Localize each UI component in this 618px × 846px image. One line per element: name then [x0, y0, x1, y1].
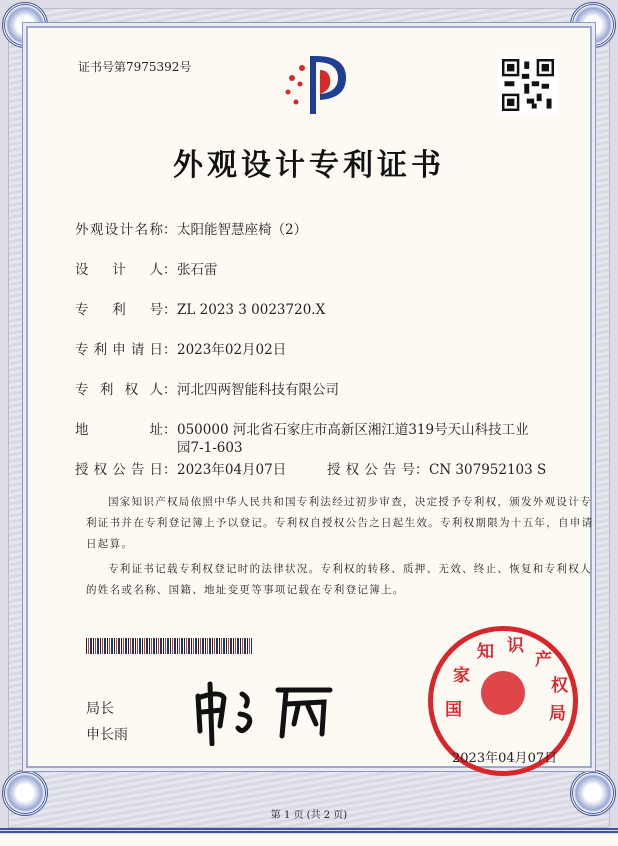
- field-label: 专利申请日: [75, 342, 163, 358]
- field-label: 设计人: [75, 262, 163, 278]
- field-value-cont: 园7-1-603: [177, 440, 243, 456]
- signature-icon: [190, 676, 340, 746]
- field-label: 授权公告号: [327, 462, 415, 478]
- field-label: 外观设计名称: [75, 222, 163, 238]
- signer-title: 局长: [86, 701, 114, 717]
- field-label: 专利号: [75, 302, 163, 318]
- seal-character: 识: [507, 636, 524, 656]
- certificate-title: 外观设计专利证书: [173, 148, 445, 183]
- seal-character: 家: [453, 666, 470, 686]
- field-label: 地址: [75, 422, 163, 438]
- field-patentee: 专利权人 ： 河北四两智能科技有限公司: [75, 382, 339, 398]
- field-value: 张石雷: [177, 262, 218, 278]
- field-address: 地址 ： 050000 河北省石家庄市高新区湘江道319号天山科技工业 园7-1-603: [75, 421, 587, 457]
- statement-paragraph: 专利证书记载专利权登记时的法律状况。专利权的转移、质押、无效、终止、恢复和专利权人的姓名或名称、国籍、地址变更等事项记载在专利登记簿上。: [86, 563, 592, 596]
- field-value: CN 307952103 S: [429, 462, 547, 478]
- field-design-name: 外观设计名称 ： 太阳能智慧座椅（2）: [75, 222, 308, 238]
- statement-paragraph: 国家知识产权局依照中华人民共和国专利法经过初步审查，决定授予专利权，颁发外观设计专利证书并在专利登记簿上予以登记。专利权自授权公告之日起生效。专利权期限为十五年，自申请日起算。: [86, 496, 594, 550]
- field-value: 050000 河北省石家庄市高新区湘江道319号天山科技工业: [177, 422, 529, 438]
- barcode-icon: [86, 638, 252, 654]
- certificate-number: 证书号第7975392号: [78, 60, 192, 74]
- field-value: ZL 2023 3 0023720.X: [177, 302, 326, 318]
- seal-character: 产: [535, 650, 552, 670]
- seal-character: 权: [551, 676, 568, 696]
- field-value: 2023年02月02日: [177, 342, 287, 358]
- qr-code-icon: [498, 55, 558, 115]
- field-value: 2023年04月07日: [177, 462, 287, 478]
- next-page-edge: [0, 834, 618, 846]
- divider: [0, 828, 618, 833]
- field-value: 河北四两智能科技有限公司: [177, 382, 339, 398]
- field-value: 太阳能智慧座椅（2）: [177, 222, 308, 238]
- field-designer: 设计人 ： 张石雷: [75, 262, 218, 278]
- seal-character: 局: [549, 704, 566, 724]
- seal-character: 国: [445, 700, 462, 720]
- page-indicator: 第 1 页 (共 2 页): [270, 810, 348, 821]
- statement: [86, 492, 594, 605]
- field-grant-date: 授权公告日 ： 2023年04月07日 授权公告号 ： CN 307952103 S: [75, 462, 547, 478]
- field-application-date: 专利申请日 ： 2023年02月02日: [75, 342, 287, 358]
- seal-date: 2023年04月07日: [452, 751, 558, 766]
- cnipa-logo-icon: [280, 48, 350, 120]
- field-label: 授权公告日: [75, 462, 163, 478]
- field-patent-number: 专利号 ： ZL 2023 3 0023720.X: [75, 302, 326, 318]
- signer-name: 申长雨: [86, 727, 128, 743]
- seal-character: 知: [477, 642, 494, 662]
- national-emblem-icon: [481, 671, 525, 715]
- field-label: 专利权人: [75, 382, 163, 398]
